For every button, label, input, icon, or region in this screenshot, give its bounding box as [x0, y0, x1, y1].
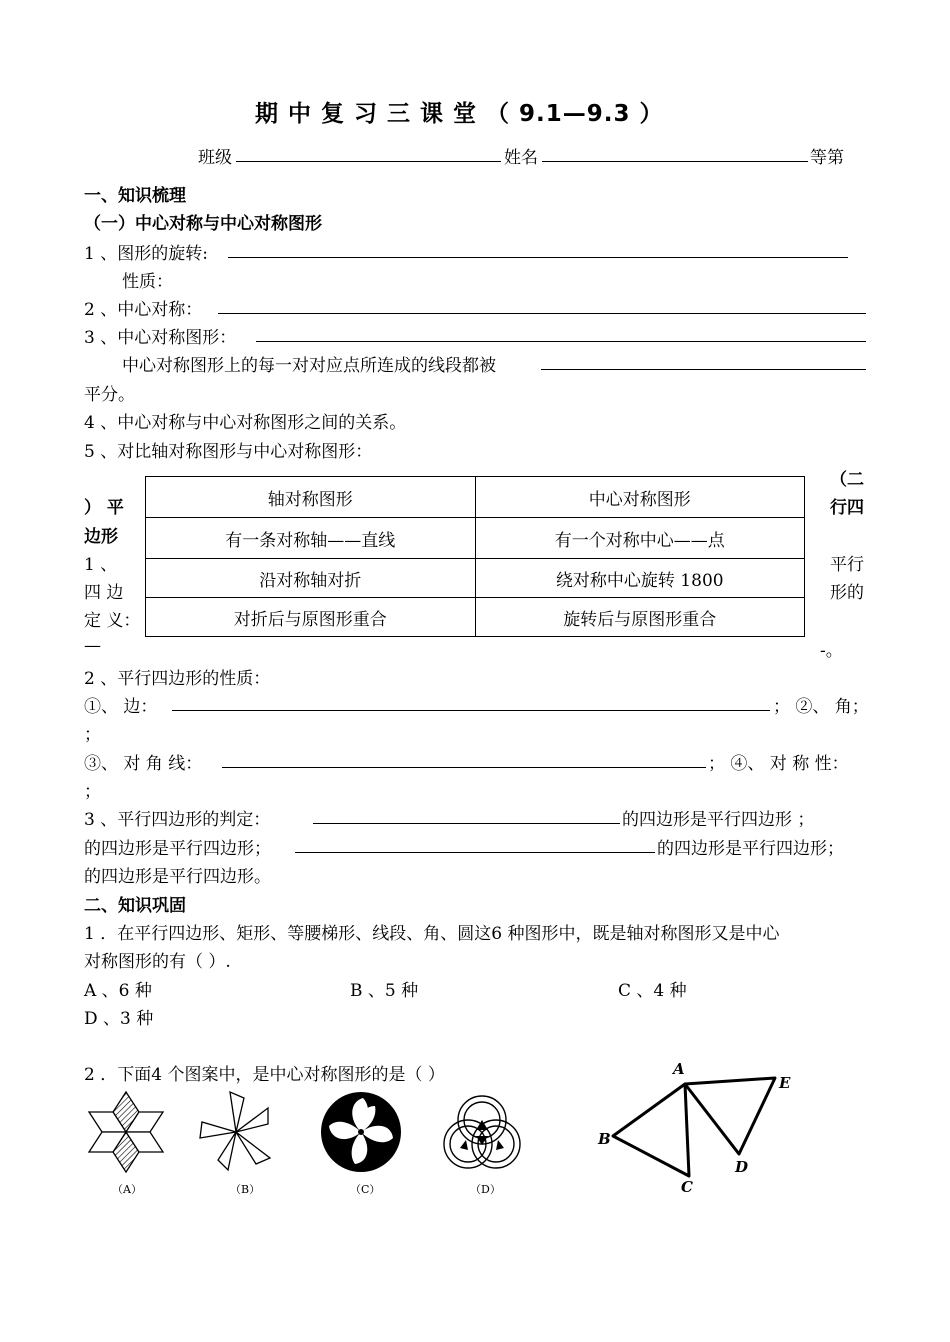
table-row [146, 559, 805, 598]
option-b[interactable]: B 、5 种 [350, 981, 419, 1001]
p2-semicolon: ； [84, 725, 101, 745]
figure-label: （B） [230, 1183, 261, 1196]
figure-label: （C） [350, 1183, 381, 1196]
figure-d-trefoil [438, 1090, 526, 1174]
vertex-label-d: D [735, 1158, 749, 1176]
subsection2-fragment: （二 [830, 470, 864, 490]
definition-fragment: 1 、 [84, 555, 118, 575]
option-c[interactable]: C 、4 种 [618, 981, 687, 1001]
q3-answer-line[interactable] [256, 341, 866, 342]
p3-criteria-a: 的四边形是平行四边形 ； [622, 810, 815, 830]
p3-criteria: 3 、平行四边形的判定： [84, 810, 271, 830]
table-header-cell: 轴对称图形 [146, 477, 476, 518]
definition-fragment: 四 边 [84, 583, 124, 603]
figure-a-rhombus-pattern [84, 1090, 168, 1180]
figure-b-pinwheel [198, 1088, 274, 1172]
p2-diagonal-line[interactable] [222, 767, 706, 768]
figure-label: （A） [112, 1183, 142, 1196]
class-field[interactable] [236, 161, 501, 162]
p2-diagonal-label: ③、 对 角 线： [84, 754, 203, 774]
p2-semicolon: ； [84, 782, 101, 802]
table-header-cell: 中心对称图形 [475, 477, 805, 518]
p3-criteria-c: 的四边形是平行四边形； [657, 839, 844, 859]
p3-criteria-b: 的四边形是平行四边形； [84, 839, 271, 859]
q3-bisect-line[interactable] [541, 369, 866, 370]
vertex-label-a: A [673, 1060, 685, 1078]
comparison-table [145, 476, 805, 637]
definition-dash: — [84, 636, 101, 656]
table-header-row [146, 477, 805, 518]
page-title: 期 中 复 习 三 课 堂 （ 9.1—9.3 ） [255, 101, 664, 127]
name-field[interactable] [542, 161, 808, 162]
q3-line3: 平分。 [84, 385, 135, 405]
figure-label: （D） [470, 1183, 501, 1196]
p2-properties: 2 、平行四边形的性质： [84, 669, 271, 689]
q2-central-symmetry: 2 、中心对称： [84, 300, 203, 320]
s2-q2: 2 ．下面4 个图案中，是中心对称图形的是（ ） [84, 1065, 445, 1085]
definition-dash: -。 [820, 641, 843, 661]
subsection2-fragment: ） 平 [84, 498, 124, 518]
p3-criteria-d: 的四边形是平行四边形。 [84, 867, 271, 887]
grade-label: 等第 [810, 148, 844, 168]
definition-fragment: 形的 [830, 583, 864, 603]
q3-line2: 中心对称图形上的每一对对应点所连成的线段都被 [122, 356, 496, 376]
p2-angle-label: ； ②、 角； [773, 697, 869, 717]
subsection1-heading: （一）中心对称与中心对称图形 [84, 214, 322, 234]
option-a[interactable]: A 、6 种 [84, 981, 152, 1001]
table-cell: 有一条对称轴——直线 [146, 518, 476, 559]
class-label: 班级 [198, 148, 232, 168]
vertex-label-c: C [681, 1178, 693, 1196]
subsection2-fragment: 行四 [830, 498, 864, 518]
definition-fragment: 平行 [830, 555, 864, 575]
table-cell: 有一个对称中心——点 [475, 518, 805, 559]
table-cell: 对折后与原图形重合 [146, 598, 476, 637]
definition-fragment: 定 义： [84, 611, 141, 631]
p2-edge-line[interactable] [172, 710, 770, 711]
q1-answer-line[interactable] [228, 257, 848, 258]
section2-heading: 二、知识巩固 [84, 896, 186, 916]
p3-criteria-line[interactable] [295, 852, 655, 853]
q1-rotation: 1 、图形的旋转: [84, 244, 208, 264]
q2-answer-line[interactable] [218, 313, 866, 314]
q1-property: 性质： [122, 272, 173, 292]
table-cell: 旋转后与原图形重合 [475, 598, 805, 637]
p3-criteria-line[interactable] [313, 823, 620, 824]
q3-central-figure: 3 、中心对称图形： [84, 328, 237, 348]
section1-heading: 一、知识梳理 [84, 186, 186, 206]
table-row [146, 598, 805, 637]
s2-q1-line2: 对称图形的有（ ）. [84, 952, 231, 972]
table-cell: 绕对称中心旋转 1800 [475, 559, 805, 598]
q4-relation: 4 、中心对称与中心对称图形之间的关系。 [84, 413, 407, 433]
p2-edge-label: ①、 边： [84, 697, 158, 717]
name-label: 姓名 [504, 148, 538, 168]
vertex-label-e: E [779, 1074, 791, 1092]
table-cell: 沿对称轴对折 [146, 559, 476, 598]
s2-q1-line1: 1 ．在平行四边形、矩形、等腰梯形、线段、角、圆这6 种图形中，既是轴对称图形又是中心 [84, 924, 780, 944]
table-row [146, 518, 805, 559]
q5-compare: 5 、对比轴对称图形与中心对称图形： [84, 442, 373, 462]
option-d[interactable]: D 、3 种 [84, 1009, 154, 1029]
triangle-figure [595, 1058, 805, 1198]
p2-symmetry-label: ； ④、 对 称 性： [708, 754, 849, 774]
figure-c-bauhinia-flower [319, 1090, 403, 1174]
vertex-label-b: B [598, 1130, 611, 1148]
subsection2-fragment: 边形 [84, 527, 118, 547]
